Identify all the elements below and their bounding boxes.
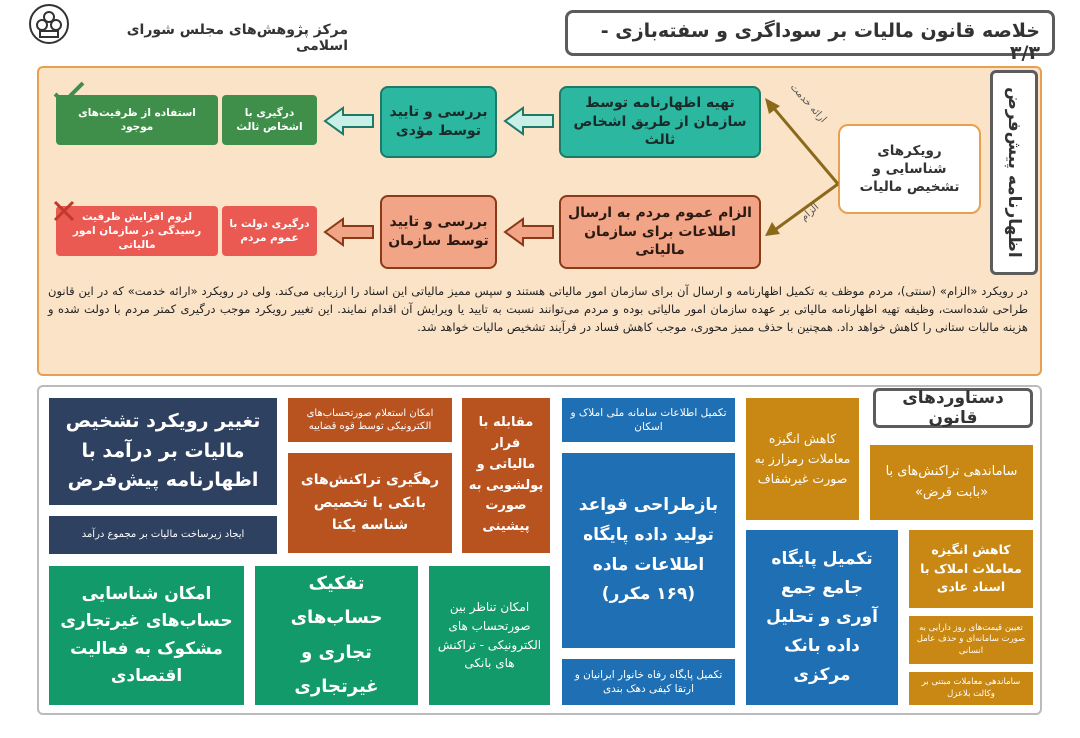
tile-electronic-invoice: امکان استعلام صورتحساب‌های الکترونیکی توسط قوه قضاییه: [288, 398, 452, 442]
tile-confront-fraud: مقابله با فرار مالیاتی و پولشویی به صورت پیشینی: [462, 398, 550, 553]
top-arrow-1: [503, 106, 555, 136]
tile-organize-loans: ساماندهی تراکنش‌های با «بابت قرض»: [870, 445, 1033, 520]
bottom-step2: بررسی و تایید توسط سازمان: [380, 195, 497, 269]
tile-central-bank: تکمیل پایگاه جامع جمع آوری و تحلیل داده بانک مرکزی: [746, 530, 898, 705]
tile-identify-accounts: امکان شناسایی حساب‌های غیرتجاری مشکوک به فعالیت اقتصادی: [49, 566, 244, 705]
arrow-label-obligation: الزام: [798, 201, 822, 224]
page-title: خلاصه قانون مالیات بر سوداگری و سفته‌بازی - ۳/۳: [600, 20, 1040, 64]
tile-matching: امکان تناظر بین صورتحساب های الکترونیکی - تراکنش های بانکی: [429, 566, 550, 705]
top-step1: تهیه اظهارنامه توسط سازمان از طریق اشخاص ثالث: [559, 86, 761, 158]
bottom-arrow-1: [503, 217, 555, 247]
top-step2: بررسی و تایید توسط مؤدی: [380, 86, 497, 158]
tile-welfare-db: تکمیل پایگاه رفاه خانوار ایرانیان و ارتقا کیفی دهک بندی: [562, 659, 735, 705]
tile-power-attorney: ساماندهی معاملات مبتنی بر وکالت بلاعزل: [909, 672, 1033, 705]
bottom-step3: درگیری دولت با عموم مردم: [222, 206, 317, 256]
approaches-box: رویکرهای شناسایی و تشخیص مالیات: [838, 124, 981, 214]
org-name: مرکز پژوهش‌های مجلس شورای اسلامی: [126, 22, 348, 54]
tile-separate-accounts: تفکیک حساب‌های تجاری و غیرتجاری: [255, 566, 418, 705]
achievements-title-text: دستاوردهای قانون: [902, 388, 1004, 428]
top-arrow-2: [323, 106, 375, 136]
tile-speculative-deals: کاهش انگیزه معاملات رمزارز به صورت غیرشفاف: [746, 398, 859, 520]
tile-sub-system: ایجاد زیرساخت مالیات بر مجموع درآمد: [49, 516, 277, 554]
bottom-arrow-2: [323, 217, 375, 247]
top-step3: درگیری با اشخاص ثالث: [222, 95, 317, 145]
achievements-title: [873, 388, 1033, 428]
tile-bank-tracking: رهگیری تراکنش‌های بانکی با تخصیص شناسه یکتا: [288, 453, 452, 553]
logo-icon: [28, 3, 70, 45]
tile-property-deals: کاهش انگیزه معاملات املاک با اسناد عادی: [909, 530, 1033, 608]
tile-pricing-note: تعیین قیمت‌های روز دارایی به صورت سامانه‌ای و حذف عامل انسانی: [909, 616, 1033, 664]
bottom-step4: لزوم افزایش ظرفیت رسیدگی در سازمان امور مالیاتی: [56, 206, 218, 256]
tile-approach-change: تغییر رویکرد تشخیص مالیات بر درآمد با اظهارنامه پیش‌فرض: [49, 398, 277, 505]
presumptive-side-label: اظهارنامه پیش‌فرض: [1004, 87, 1024, 258]
arrow-label-service: ارائه خدمت: [787, 81, 829, 126]
cross-icon: [52, 199, 76, 223]
check-icon: [52, 80, 86, 106]
top-step4: استفاده از ظرفیت‌های موجود: [56, 95, 218, 145]
org-logo: [28, 3, 70, 45]
presumptive-description: در رویکرد «الزام» (سنتی)، مردم موظف به تکمیل اظهارنامه و ارسال آن برای سازمان امور مالیاتی هستند و سپس ممیز مالیاتی این اسناد را ارزیابی می‌کند. ولی در رویکرد «ارائه خدمت» که در این قانون طراحی شده‌است، وظیفه تهیه اظهارنامه مالیاتی بر عهده سازمان امور مالیاتی بوده و مردم می‌توانند نسبت به تایید یا ویرایش آن اقدام نمایند. این تغییر رویکرد موجب درگیری کمتر مردم با دولت شده و هزینه مالیات ستانی را کاهش خواهد داد. همچنین با حذف ممیز محوری، موجب کاهش فساد در فرآیند تشخیص مالیات خواهد شد.: [48, 284, 1028, 334]
bottom-step1: الزام عموم مردم به ارسال اطلاعات برای سازمان مالیاتی: [559, 195, 761, 269]
presumptive-side-tab: [990, 70, 1038, 275]
tile-registry: تکمیل اطلاعات سامانه ملی املاک و اسکان: [562, 398, 735, 442]
tile-rules-base: بازطراحی قواعد تولید داده پایگاه اطلاعات ماده (۱۶۹ مکرر): [562, 453, 735, 648]
